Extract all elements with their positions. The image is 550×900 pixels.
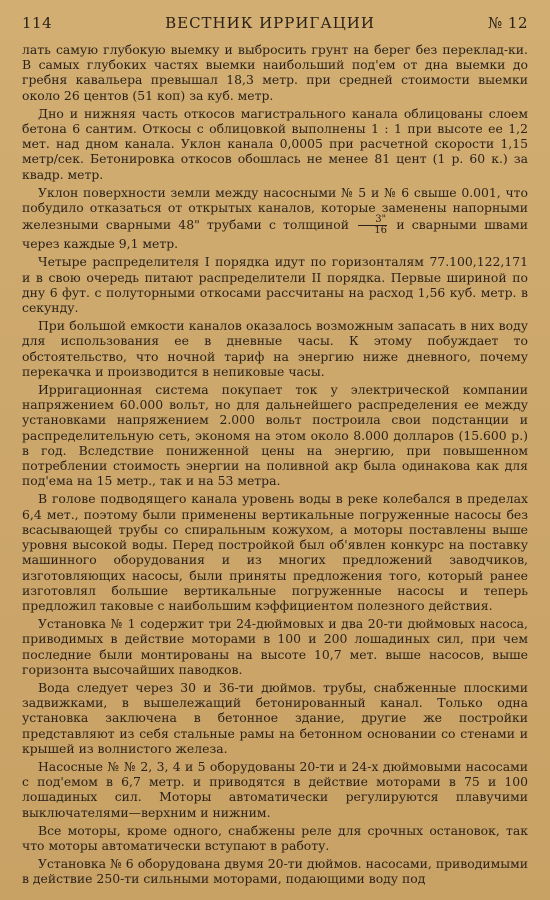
paragraph: Ирригационная система покупает ток у электрической компании напряжением 60.000 вольт, но для дальнейшего распределения ее между установками напряжением 2.000 вольт построила свои подстанции и распределительную сеть, экономя на этом около 8.000 долларов (15.600 р.) в год. Вследствие пониженной цены на энергию, при повышенном потреблении стоимость энергии на поливной акр была одинакова как для под'ема на 15 метр., так и на 53 метра. (22, 382, 528, 489)
page-header (22, 14, 528, 32)
paragraph: Вода следует через 30 и 36-ти дюймов. трубы, снабженные плоскими задвижками, в вышележащий бетонированный канал. Только одна установка заключена в бетонное здание, другие же постройки представляют из себя стальные рамы на бетонном основании со стенами и крышей из волнистого железа. (22, 679, 528, 756)
paragraph: При большой емкости каналов оказалось возможным запасать в них воду для использования ее в дневные часы. К этому побуждает то обстоятельство, что ночной тариф на энергию ниже дневного, почему перекачка и производится в непиковые часы. (22, 318, 528, 379)
paragraph-text: Уклон поверхности земли между насосными № 5 и № 6 свыше 0.001, что побудило отказаться от открытых каналов, которые заменены напорными железными сварными 48" трубами с толщиной (22, 184, 528, 233)
paragraph: В голове подводящего канала уровень воды в реке колебался в пределах 6,4 мет., поэтому были применены вертикальные погруженные насосы без всасывающей трубы со спиральным кожухом, а моторы поставлены выше уровня высокой воды. Перед постройкой был об'явлен конкурс на поставку машинного оборудования и из многих предложений заводчиков, изготовляющих насосы, были приняты предложения того, который ранее изготовлял большие вертикальные погруженные насосы и теперь предложил таковые с наибольшим кэффициентом полезного действия. (22, 491, 528, 613)
page-number: 114 (22, 14, 53, 32)
paragraph: Насосные № № 2, 3, 4 и 5 оборудованы 20-ти и 24-х дюймовыми насосами с под'емом в 6,7 метр. и приводятся в действие моторами в 75 и 100 лошадиных сил. Моторы автоматически регулируются плавучими выключателями—верхним и нижним. (22, 758, 528, 820)
paragraph: Установка № 6 оборудована двумя 20-ти дюймов. насосами, приводимыми в действие 250-ти сильными моторами, подающими воду под (22, 856, 528, 887)
paragraph-text: и сварными швами через каждые 9,1 метр. (22, 217, 528, 252)
paragraph: Дно и нижняя часть откосов магистрального канала облицованы слоем бетона 6 сантим. Откосы с облицовкой выполнены 1 : 1 при высоте ее 1,2 мет. над дном канала. Уклон канала 0,0005 при расчетной скорости 1,15 метр/сек. Бетонировка откосов обошлась не менее 81 цент (1 р. 60 к.) за квадр. метр. (22, 105, 528, 182)
paragraph: Установка № 1 содержит три 24-дюймовых и два 20-ти дюймовых насоса, приводимых в действие моторами в 100 и 200 лошадиных сил, при чем последние были монтированы на высоте 10,7 мет. выше насосов, выше горизонта высочайших паводков. (22, 616, 528, 677)
article-body (22, 42, 528, 887)
paragraph (22, 185, 528, 252)
issue-number: № 12 (487, 14, 528, 32)
journal-title: ВЕСТНИК ИРРИГАЦИИ (165, 14, 375, 32)
paragraph: Четыре распределителя I порядка идут по горизонталям 77.100,122,171 и в свою очередь питают распределители II порядка. Первые шириной по дну 6 фут. с полуторными откосами рассчитаны на расход 1,56 куб. метр. в секунду. (22, 254, 528, 316)
fraction-numerator: 3" (358, 215, 387, 226)
fraction (358, 215, 387, 236)
fraction-denominator: 16 (374, 225, 388, 237)
paragraph: Все моторы, кроме одного, снабжены реле для срочных остановок, так что моторы автоматически вступают в работу. (22, 822, 528, 853)
paragraph: лать самую глубокую выемку и выбросить грунт на берег без переклад-ки. В самых глубоких частях выемки наибольший под'ем от дна выемки до гребня кавальера превышал 18,3 метр. при средней стоимости выемки около 26 центов (51 коп) за куб. метр. (22, 42, 528, 103)
